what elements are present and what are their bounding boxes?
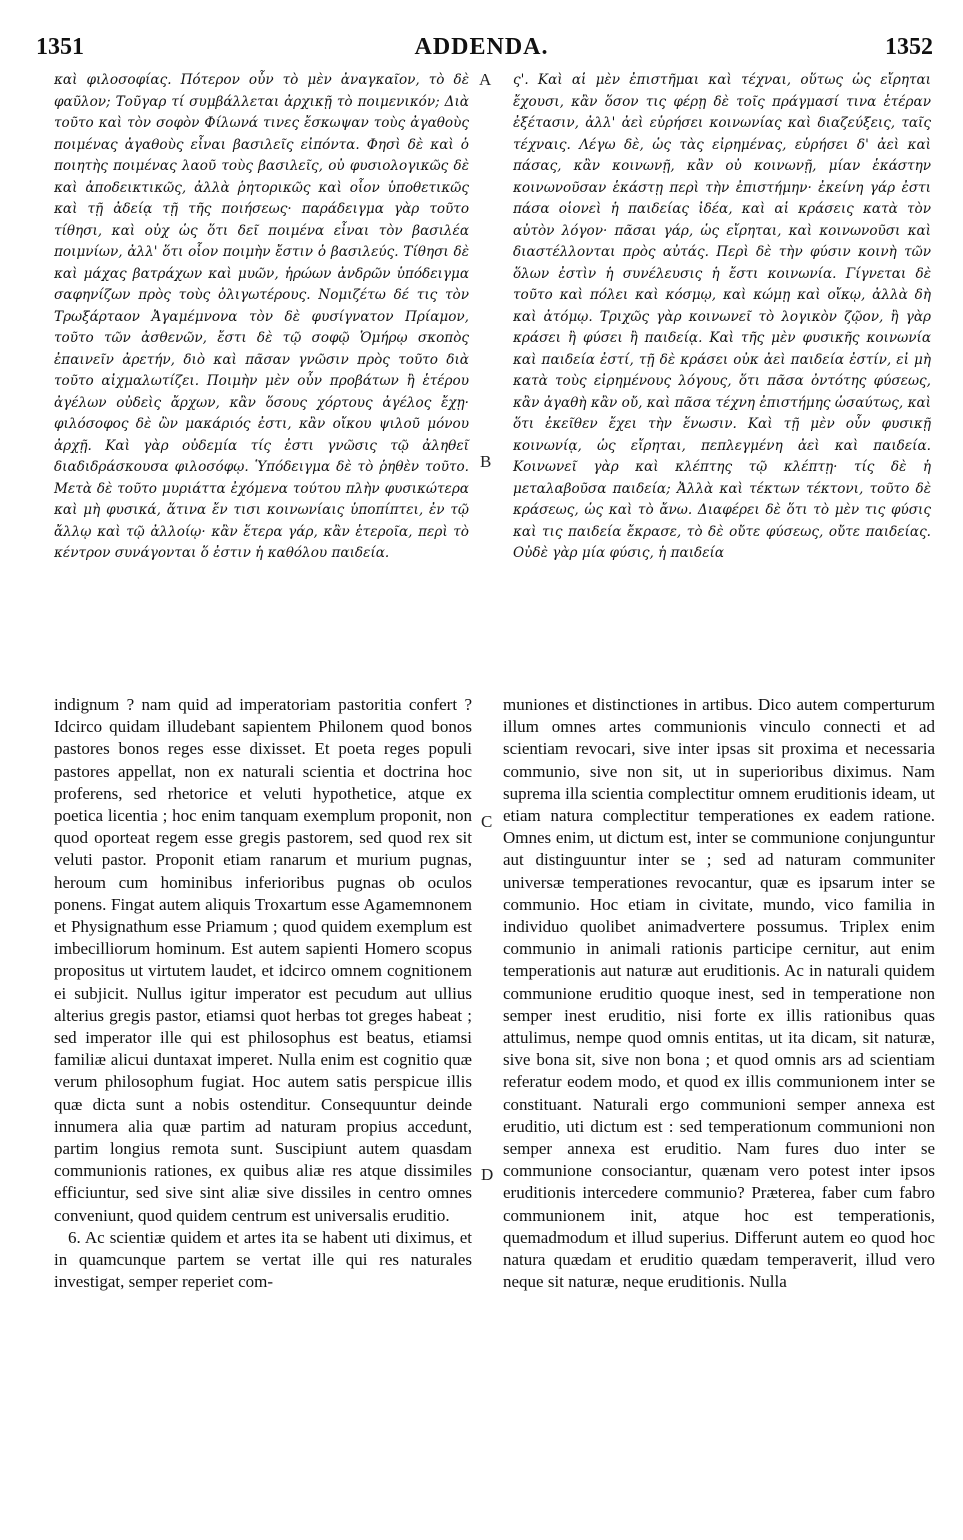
greek-text-left: καὶ φιλοσοφίας. Πότερον οὖν τὸ μὲν ἀναγκαῖον, τὸ δὲ φαῦλον; Τοῦγαρ τί συμβάλλεται ἀρχικῇ τὸ ποιμενικόν; Διὰ τοῦτο καὶ τὸν σοφὸν Φίλωνά τινες ἔσκωψαν τοὺς ἀγαθοὺς ποιμένας ἀγαθοὺς εἶναι βασιλεῖς εἰπόντα. Φησὶ δὲ καὶ ὁ ποιητὴς ποιμένας λαοῦ τοὺς βασιλεῖς, οὐ φυσιολογικῶς δὲ καὶ ἀποδεικτικῶς, ἀλλὰ ῥητορικῶς καὶ οἷον ὑποθετικῶς καὶ τῇ ἀδείᾳ τῇ τῆς ποιήσεως· παράδειγμα γὰρ τοῦτο τίθησι, καὶ οὐχ ὡς ὅτι δεῖ ποιμένα εἶναι τὸν βασιλέα ποιμνίων, ἀλλ' ὅτι οἷον ποιμὴν ἔστιν ὁ βασιλεύς. Τίθησι δὲ καὶ μάχας βατράχων καὶ μυῶν, ἡρώων ἀνδρῶν ὑπόδειγμα σαφηνίζων πρὸς τοὺς ὀλιγωτέρους. Νομιζέτω δέ τις τὸν Τρωξάρταον Ἀγαμέμνονα τὸν δὲ φυσίγνατον Πρίαμον, τοῦτο τῶν ἀσθενῶν, ἔστι δὲ τῷ σοφῷ Ὁμήρῳ σκοπὸς ἐπαινεῖν ἀρετήν, διὸ καὶ πᾶσαν γνῶσιν πρὸς τοῦτο διὰ τοῦτο αἰχμαλωτίζει. Ποιμὴν μὲν οὖν προβάτων ἢ ἑτέρου ἀγέλων οὐδεὶς ἄρχων, κἂν ὅσους χόρτους ἀγέλος ἔχῃ· φιλόσοφος δὲ ὢν μακάριός ἐστι, κἂν οἴκου ψιλοῦ μόνου ἀρχῇ. Καὶ γὰρ οὐδεμία τίς ἐστι γνῶσις τῷ ἀληθεῖ διαδιδράσκουσα φιλοσόφῳ. Ὑπόδειγμα δὲ τὸ ῥηθὲν τοῦτο. Μετὰ δὲ τοῦτο μυριάττα ἐχόμενα τούτου πλὴν φυσικώτερα καὶ μὴ φυσικά, ἅτινα ἔν τισι κοινωνίαις ὑποπίπτει, ἐν τῷ ἄλλῳ καὶ τῷ ἀλλοίῳ· κἂν ἕτερα γάρ, κἂν ἑτεροῖα, περὶ τὸ κέντρον συνάγονται ὅ ἐστιν ἡ καθόλου παιδεία. <box>54 72 469 561</box>
page-number-right: 1352 <box>885 34 933 60</box>
greek-column-right <box>513 70 931 670</box>
page-number-left: 1351 <box>36 34 84 60</box>
greek-text-right: ς'. Καὶ αἱ μὲν ἐπιστῆμαι καὶ τέχναι, οὕτως ὡς εἴρηται ἔχουσι, κἂν ὅσον τις φέρῃ δὲ τοῖς πράγμασί τινα ἑτέραν ἐξέτασιν, ἀλλ' ἀεὶ εὑρήσει κοινωνίας καὶ διαζεύξεις, ταῖς τέχναις. Λέγω δὲ, ὡς τὰς εἰρημένας, εὑρήσει δ' ἀεὶ καὶ πάσας, κἂν κοινωνῇ, κἂν οὐ κοινωνῇ, μίαν ἑκάστην κοινωνοῦσαν ἑκάστῃ περὶ τὴν ἐπιστήμην· ἐκείνη γάρ ἐστι πάσα οἱονεὶ ἡ παιδείας ἰδέα, καὶ αἱ κράσεις κατὰ τὸν αὐτὸν λόγον· πᾶσαι γάρ, ὡς εἴρηται, καὶ κοινωνοῦσι καὶ διαστέλλονται πρὸς αὐτάς. Περὶ δὲ τὴν φύσιν κοινὴ τῶν ὅλων ἐστὶν ἡ συνέλευσις ἡ ἔστι κοινωνία. Γίγνεται δὲ τοῦτο καὶ πόλει καὶ κόσμῳ, καὶ κώμῃ καὶ οἴκῳ, ἀλλὰ δὴ καὶ ἀτόμῳ. Τριχῶς γὰρ κοινωνεῖ τὸ λογικὸν ζῷον, ἢ γὰρ κράσει ἢ φύσει ἢ παιδείᾳ. Καὶ τῆς μὲν φυσικῆς κοινωνία καὶ παιδεία ἐστί, τῇ δὲ κράσει οὐκ ἀεὶ παιδεία ἐστίν, εἰ μὴ κατὰ τοὺς εἰρημένους λόγους, ὅτι πᾶσα ὀντότης φύσεως, κἂν ἀγαθὴ κἂν οὔ, καὶ πᾶσα τέχνη ἐπιστήμης ὡσαύτως, καὶ ὅτι ἐκεῖθεν ἔχει τὴν ἕνωσιν. Καὶ τῇ μὲν οὖν φυσικῇ κοινωνίᾳ, ὡς εἴρηται, πεπλεγμένη ἀεὶ καὶ παιδεία. Κοινωνεῖ γὰρ καὶ κλέπτης τῷ κλέπτῃ· τίς δὲ ἡ μεταλαβοῦσα παιδεία; Ἀλλὰ καὶ τέκτων τέκτονι, τοῦτο δὲ κράσεως, ὡς καὶ τὸ ἄνω. Διαφέρει δὲ ὅτι τὸ μὲν τις φύσις καὶ τις παιδεία ἔκρασε, τὸ δὲ οὔτε φύσεως, οὔτε παιδείας. Οὐδὲ γὰρ μία φύσις, ἡ παιδεία <box>513 72 931 561</box>
latin-text-right: muniones et distinctiones in artibus. Dico autem comperturum illum omnes artes communionis vinculo connecti et ad scientiam revocari, sive inter ipsas sit proxima et necessaria communio, sive non sit, ut in superioribus diximus. Nam suprema illa scientia complectitur omnem eruditionis ideam, ut etiam natura complectitur temperationes ex eadem ratione. Omnes enim, ut dictum est, inter se communione conjunguntur aut distinguuntur inter se ; sed ad naturam communiter universæ temperationes revocantur, quæ es ipsarum inter se communio. Hoc etiam in civitate, mundo, vico familia in individuo quolibet animadvertere possumus. Triplex enim communio in animali rationis participe cernitur, aut enim temperationis aut naturæ aut eruditionis. Ac in naturali quidem communione eruditio quoque inest, sed in temperatione non semper inest eruditio, nisi forte ex illis rationibus quas attulimus, nempe quod omnis entitas, ut ita dicam, sit naturæ, sive bona sit, sive non bona ; et quod omnis ars ad scientiam referatur eodem modo, et quod ex illis communionem inter se constituant. Naturali ergo communioni semper annexa est eruditio, uti dictum est : sed temperationum communioni non semper annexa est eruditio. Nam fures duo inter se communione consociantur, quænam vero potest inter ipsos eruditionis intercedere communio? Præterea, faber cum fabro communionem init, atque hoc est temperationis, quemadmodum et illud superius. Differunt autem eo quod hoc natura quædam et eruditio quædam temperaverit, illud vero neque sit naturæ, neque eruditionis. Nulla <box>503 695 935 1292</box>
latin-paragraph-1: indignum ? nam quid ad imperatoriam pastoritia confert ? Idcirco quidam illudebant sapientem Philonem quod bonos pastores bonos reges esse dixisset. Et poeta reges populi pastores appellat, non ex naturali scientia et doctrina hoc proferens, sed rhetorice et veluti hypothetice, atque ex poetica licentia ; hoc enim tanquam exemplum proponit, non quod oporteat regem esse gregis pastorem, sed quod rex sit veluti pastor. Proponit etiam ranarum et murium pugnas, heroum cum hominibus inferioribus pugnas ob oculos ponens. Fingat autem aliquis Troxartum esse Agamemnonem et Physignathum esse Priamum ; quod quidem exemplum est imbecilliorum hominum. Est autem sapienti Homero scopus propositus ut virtutem laudet, et idcirco omnem cognitionem ei subjicit. Nullus igitur imperator est pecudum aut ullius alterius gregis pastor, etiamsi quot herbas tot greges habeat ; sed imperator ille qui est philosophus est beatus, etiamsi familiæ alicui duntaxat imperet. Nulla enim est cognitio quæ verum philosophum fugiat. Hoc autem satis perspicue illis quæ dicta sunt a nobis ostenditur. Consequuntur deinde innumera alia quæ partim ad naturam propius accedunt, partim longius remota sunt. Suscipiunt autem quasdam communionis rationes, ex quibus aliæ res atque dissimiles efficiuntur, sed sive sint aliæ sive dissiles in centro omnes conveniunt, quod quidem centrum est universalis eruditio. <box>54 695 472 1225</box>
running-header <box>30 34 933 66</box>
latin-column-left <box>54 694 472 1434</box>
margin-marker-c: C <box>481 812 493 831</box>
latin-column-right <box>503 694 935 1434</box>
margin-marker-a: A <box>479 70 492 89</box>
margin-marker-d: D <box>481 1165 494 1184</box>
latin-paragraph-2: 6. Ac scientiæ quidem et artes ita se habent uti diximus, et in quamcunque partem se vertat ille qui res naturales investigat, semper reperiet com- <box>54 1227 472 1292</box>
header-title: ADDENDA. <box>414 34 549 60</box>
margin-marker-b: B <box>480 452 492 471</box>
greek-column-left <box>54 70 469 670</box>
